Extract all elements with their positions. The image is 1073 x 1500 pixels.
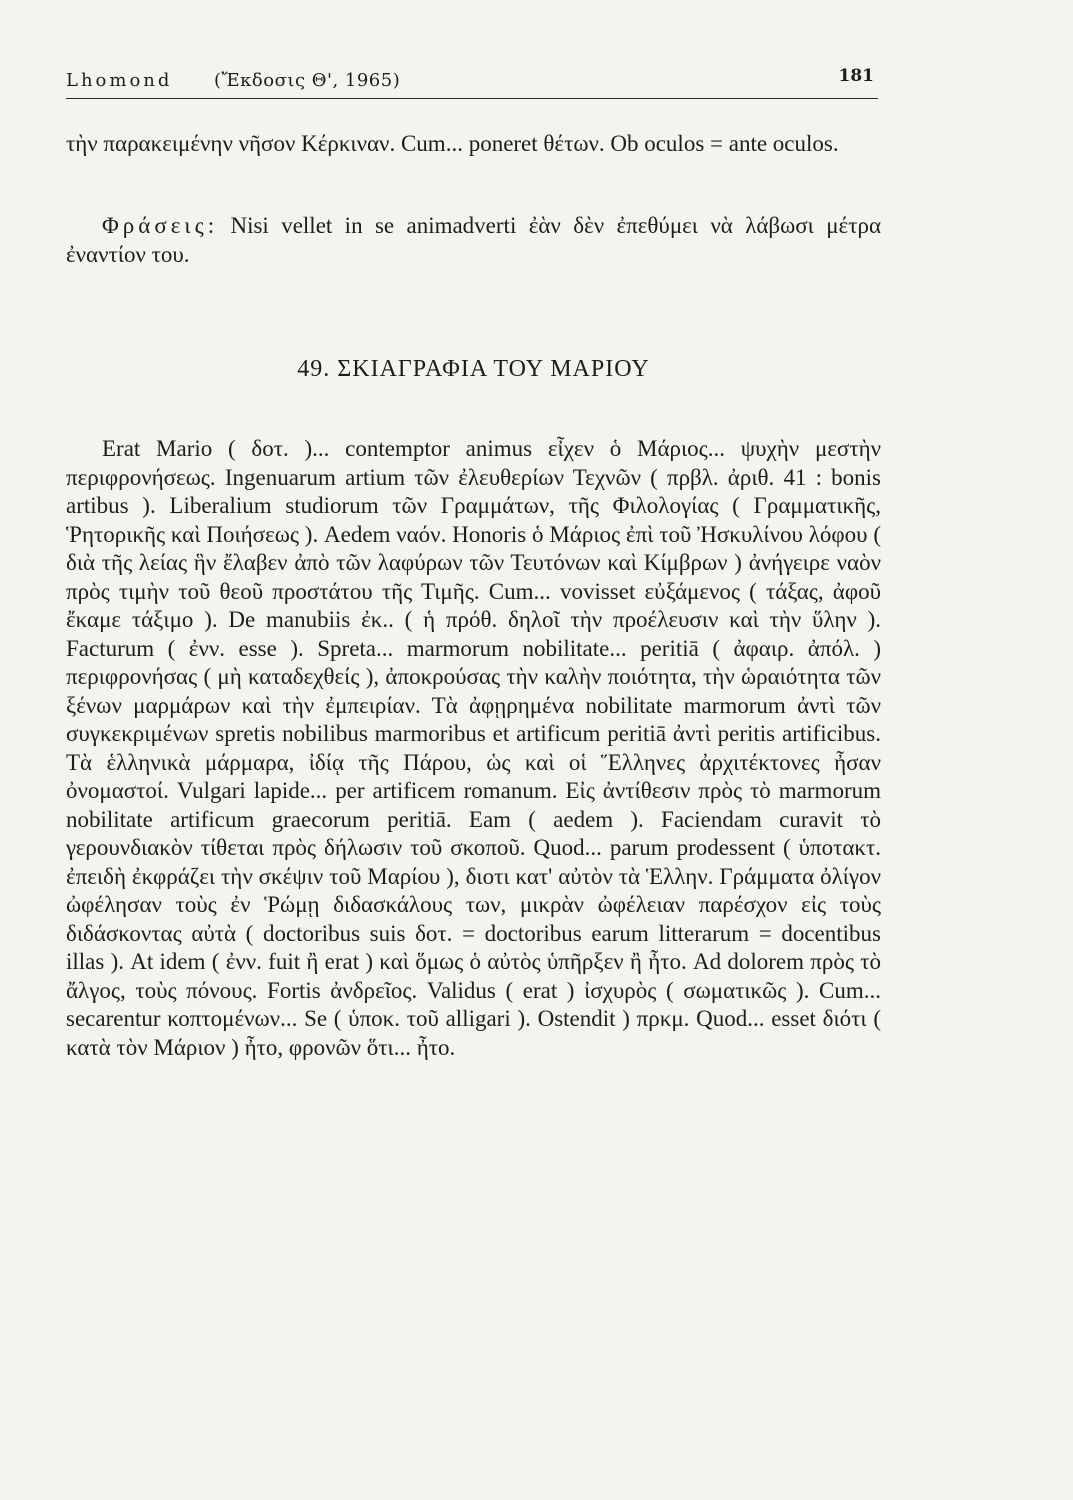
phrases-label: Φράσεις: xyxy=(102,213,219,238)
commentary-paragraph: Erat Mario ( δοτ. )... contemptor animus εἶχεν ὁ Μάριος... ψυχὴν μεστὴν περιφρονήσεως. Ingenuarum artium τῶν ἐλευθερίων Τεχνῶν ( πρβλ. ἀριθ. 41 : bonis artibus ). Liberalium studiorum τῶν Γραμμάτων, τῆς Φιλολογίας ( Γραμματικῆς, Ῥητορικῆς καὶ Ποιήσεως ). Aedem ναόν. Honoris ὁ Μάριος ἐπὶ τοῦ Ἠσκυλίνου λόφου ( διὰ τῆς λείας ἣν ἔλαβεν ἀπὸ τῶν λαφύρων τῶν Τευτόνων καὶ Κίμβρων ) ἀνήγειρε ναὸν πρὸς τιμὴν τοῦ θεοῦ προστάτου τῆς Τιμῆς. Cum... vovisset εὐξάμενος ( τάξας, ἀφοῦ ἔκαμε τάξιμο ). De manubiis ἐκ.. ( ἡ πρόθ. δηλοῖ τὴν προέλευσιν καὶ τὴν ὕλην ). Facturum ( ἐνν. esse ). Spreta... marmorum nobilitate... peritiā ( ἀφαιρ. ἀπόλ. ) περιφρονήσας ( μὴ καταδεχθείς ), ἀποκρούσας τὴν καλὴν ποιότητα, τὴν ὡραιότητα τῶν ξένων μαρμάρων καὶ τὴν ἐμπειρίαν. Τὰ ἀφῃρημένα nobilitate marmorum ἀντὶ τῶν συγκεκριμένων spretis nobilibus marmoribus et artificum peritiā ἀντὶ peritis artificibus. Τὰ ἑλληνικὰ μάρμαρα, ἰδίᾳ τῆς Πάρου, ὡς καὶ οἱ Ἕλληνες ἀρχιτέκτονες ἦσαν ὀνομαστοί. Vulgari lapide... per artificem romanum. Εἰς ἀντίθεσιν πρὸς τὸ marmorum nobilitate artificum graecorum peritiā. Eam ( aedem ). Faciendam curavit τὸ γερουνδιακὸν τίθεται πρὸς δήλωσιν τοῦ σκοποῦ. Quod... parum prodessent ( ὑποτακτ. ἐπειδὴ ἐκφράζει τὴν σκέψιν τοῦ Μαρίου ), διοτι κατ' αὐτὸν τὰ Ἑλλην. Γράμματα ὀλίγον ὠφέλησαν τοὺς ἐν Ῥώμῃ διδασκάλους των, μικρὰν ὠφέλειαν παρέσχον εἰς τοὺς διδάσκοντας αὐτὰ ( doctoribus suis δοτ. = doctoribus earum litterarum = docentibus illas ). At idem ( ἐνν. fuit ἢ erat ) καὶ ὅμως ὁ αὐτὸς ὑπῆρξεν ἢ ἦτο. Ad dolorem πρὸς τὸ ἄλγος, τοὺς πόνους. Fortis ἀνδρεῖος. Validus ( erat ) ἰσχυρὸς ( σωματικῶς ). Cum... secarentur κοπτομένων... Se ( ὑποκ. τοῦ alligari ). Ostendit ) πρκμ. Quod... esset διότι ( κατὰ τὸν Μάριον ) ἦτο, φρονῶν ὅτι... ἦτο. xyxy=(66,436,881,1060)
running-head-edition: (Ἔκδοσις Θ', 1965) xyxy=(214,70,401,91)
intro-paragraph-block xyxy=(66,130,881,159)
intro-paragraph: τὴν παρακειμένην νῆσον Κέρκιναν. Cum... poneret θέτων. Ob oculos = ante oculos. xyxy=(66,131,839,156)
commentary-block xyxy=(66,435,881,1062)
section-heading: 49. ΣΚΙΑΓΡΑΦΙΑ ΤΟΥ ΜΑΡΙΟΥ xyxy=(297,356,650,382)
phrases-text: Nisi vellet in se animadverti ἐὰν δὲν ἐπεθύμει νὰ λάβωσι μέτρα ἐναντίον του. xyxy=(66,213,881,267)
running-head-author: Lhomond xyxy=(66,70,173,91)
phrases-paragraph xyxy=(66,212,881,269)
phrases-paragraph-block xyxy=(66,212,881,269)
running-head xyxy=(66,68,878,99)
page-number: 181 xyxy=(838,66,874,86)
